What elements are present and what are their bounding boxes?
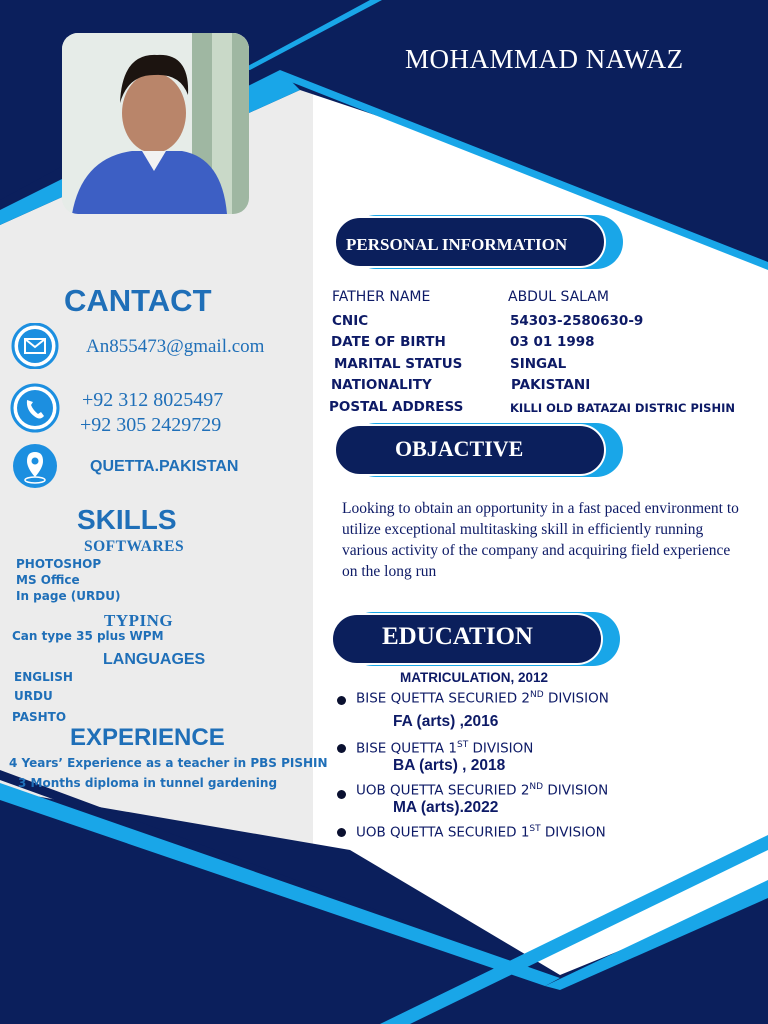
pi-key: FATHER NAME	[332, 289, 431, 305]
person-name: MOHAMMAD NAWAZ	[405, 44, 684, 74]
bullet-icon	[337, 828, 346, 837]
skills-heading: SKILLS	[77, 504, 177, 535]
pi-key: DATE OF BIRTH	[331, 334, 446, 350]
mail-icon	[8, 323, 62, 369]
objective-text: Looking to obtain an opportunity in a fast paced environment to utilize exceptional multitasking skill in efficiently running various activity of the company and acquiring field experience on the long run	[342, 500, 739, 580]
education-degree: MA (arts).2022	[393, 799, 499, 816]
pi-key: NATIONALITY	[331, 377, 432, 393]
pi-key: CNIC	[332, 313, 369, 329]
education-line: UOB QUETTA SECURIED 2ND DIVISION	[356, 782, 609, 799]
experience-item: 4 Years’ Experience as a teacher in PBS PISHIN	[9, 756, 328, 770]
location-pin-icon	[8, 442, 62, 488]
bullet-icon	[337, 744, 346, 753]
personal-info-heading: PERSONAL INFORMATION	[346, 235, 568, 254]
experience-item: 3 Months diploma in tunnel gardening	[18, 776, 278, 790]
objective-heading: OBJACTIVE	[395, 436, 524, 461]
languages-heading: LANGUAGES	[103, 651, 206, 668]
education-line: UOB QUETTA SECURIED 1ST DIVISION	[356, 824, 606, 841]
software-item: MS Office	[16, 573, 80, 587]
pi-key: MARITAL STATUS	[334, 356, 463, 372]
profile-photo	[62, 33, 249, 214]
education-degree: FA (arts) ,2016	[393, 713, 499, 730]
pi-value: 03 01 1998	[510, 334, 595, 350]
software-item: In page (URDU)	[16, 589, 121, 603]
education-degree: MATRICULATION, 2012	[400, 670, 549, 685]
phone-number-2[interactable]: +92 305 2429729	[80, 414, 222, 436]
pi-value: PAKISTANI	[511, 377, 591, 393]
typing-heading: TYPING	[104, 611, 174, 630]
language-item: PASHTO	[12, 710, 67, 724]
contact-heading: CANTACT	[64, 283, 212, 318]
pi-value: ABDUL SALAM	[508, 289, 609, 305]
pi-value: 54303-2580630-9	[510, 313, 644, 329]
softwares-heading: SOFTWARES	[84, 538, 185, 555]
education-line: BISE QUETTA 1ST DIVISION	[356, 740, 534, 757]
phone-icon	[8, 383, 62, 429]
location-text: QUETTA.PAKISTAN	[90, 458, 239, 475]
education-line: BISE QUETTA SECURIED 2ND DIVISION	[356, 690, 609, 707]
language-item: URDU	[14, 689, 53, 703]
phone-number-1[interactable]: +92 312 8025497	[82, 389, 224, 411]
education-heading: EDUCATION	[382, 623, 533, 650]
pi-value: SINGAL	[510, 356, 567, 372]
bullet-icon	[337, 696, 346, 705]
bullet-icon	[337, 790, 346, 799]
typing-text: Can type 35 plus WPM	[12, 629, 164, 643]
pi-value: KILLI OLD BATAZAI DISTRIC PISHIN	[510, 401, 735, 415]
software-item: PHOTOSHOP	[16, 557, 102, 571]
pi-key: POSTAL ADDRESS	[329, 399, 464, 415]
experience-heading: EXPERIENCE	[70, 724, 225, 751]
education-degree: BA (arts) , 2018	[393, 757, 506, 774]
language-item: ENGLISH	[14, 670, 73, 684]
email-text[interactable]: An855473@gmail.com	[86, 336, 265, 357]
